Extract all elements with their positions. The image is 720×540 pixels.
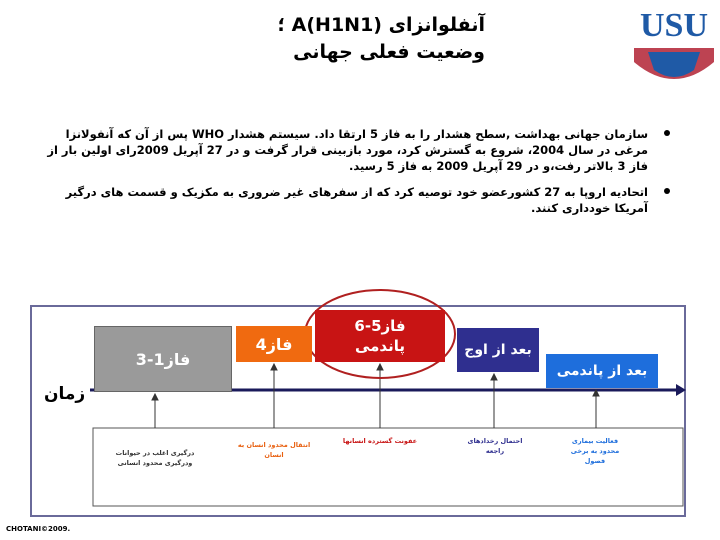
phase-label: بعد از پاندمی — [556, 363, 648, 379]
phase-note — [330, 436, 430, 446]
phase-box-post-pandemic — [546, 354, 658, 388]
connector-arrow — [271, 364, 277, 370]
phase-note-text: درگیری اغلب در حیوانات ودرگیری محدود انسانی — [115, 449, 195, 467]
title-line-1: آنفلوانزای A(H1N1) ؛ — [277, 14, 485, 36]
title-line-2: وضعیت فعلی جهانی — [293, 41, 485, 63]
phase-box-5-6 — [315, 310, 445, 362]
connector-arrow — [152, 394, 158, 400]
phase-note — [234, 440, 314, 460]
bullet-text: سازمان جهانی بهداشت ,سطح هشدار را به فاز 5 ارتقا داد. سیستم هشدار WHO پس از آن که آنفولانزا مرغی در سال 2004، شروع به گسترش کرد، مورد بازبینی قرار گرفت و در 27 آپریل 2009رای اولین بار از فاز 3 بالاتر رفت،و در 29 آپریل 2009 به فاز 5 رسید. — [47, 127, 648, 173]
connector-arrow — [491, 374, 497, 380]
time-axis-arrowhead — [676, 384, 686, 396]
phase-note-text: احتمال رخدادهای راجعه — [467, 437, 523, 455]
phase-note-text: فعالیت بیماری محدود به برخی فصول — [570, 437, 620, 465]
phase-label: فاز4 — [255, 334, 293, 354]
phase-note-text: عفونت گسترده انسانها — [342, 437, 418, 445]
connector-arrow — [377, 364, 383, 370]
phase-label: بعد از اوج — [464, 342, 532, 358]
phase-label: فاز5-6 پاندمی — [354, 317, 406, 355]
phase-label: فاز1-3 — [135, 349, 191, 369]
phase-note — [458, 436, 532, 456]
svg-text:USU: USU — [639, 7, 709, 44]
phase-box-1-3 — [94, 326, 232, 392]
phase-box-post-peak — [457, 328, 539, 372]
bullet-text: اتحادیه اروپا به 27 کشورعضو خود توصیه کرد که از سفرهای غیر ضروری به مکزیک و قسمت های درگیر آمریکا خودداری کنند. — [65, 185, 648, 215]
phase-box-4 — [236, 326, 312, 362]
phase-note-text: انتقال محدود انسان به انسان — [237, 441, 311, 459]
copyright-footer: CHOTANI©2009. — [6, 525, 71, 533]
time-axis-label: زمان — [44, 384, 86, 404]
phase-note — [112, 448, 198, 468]
phase-note — [564, 436, 626, 466]
